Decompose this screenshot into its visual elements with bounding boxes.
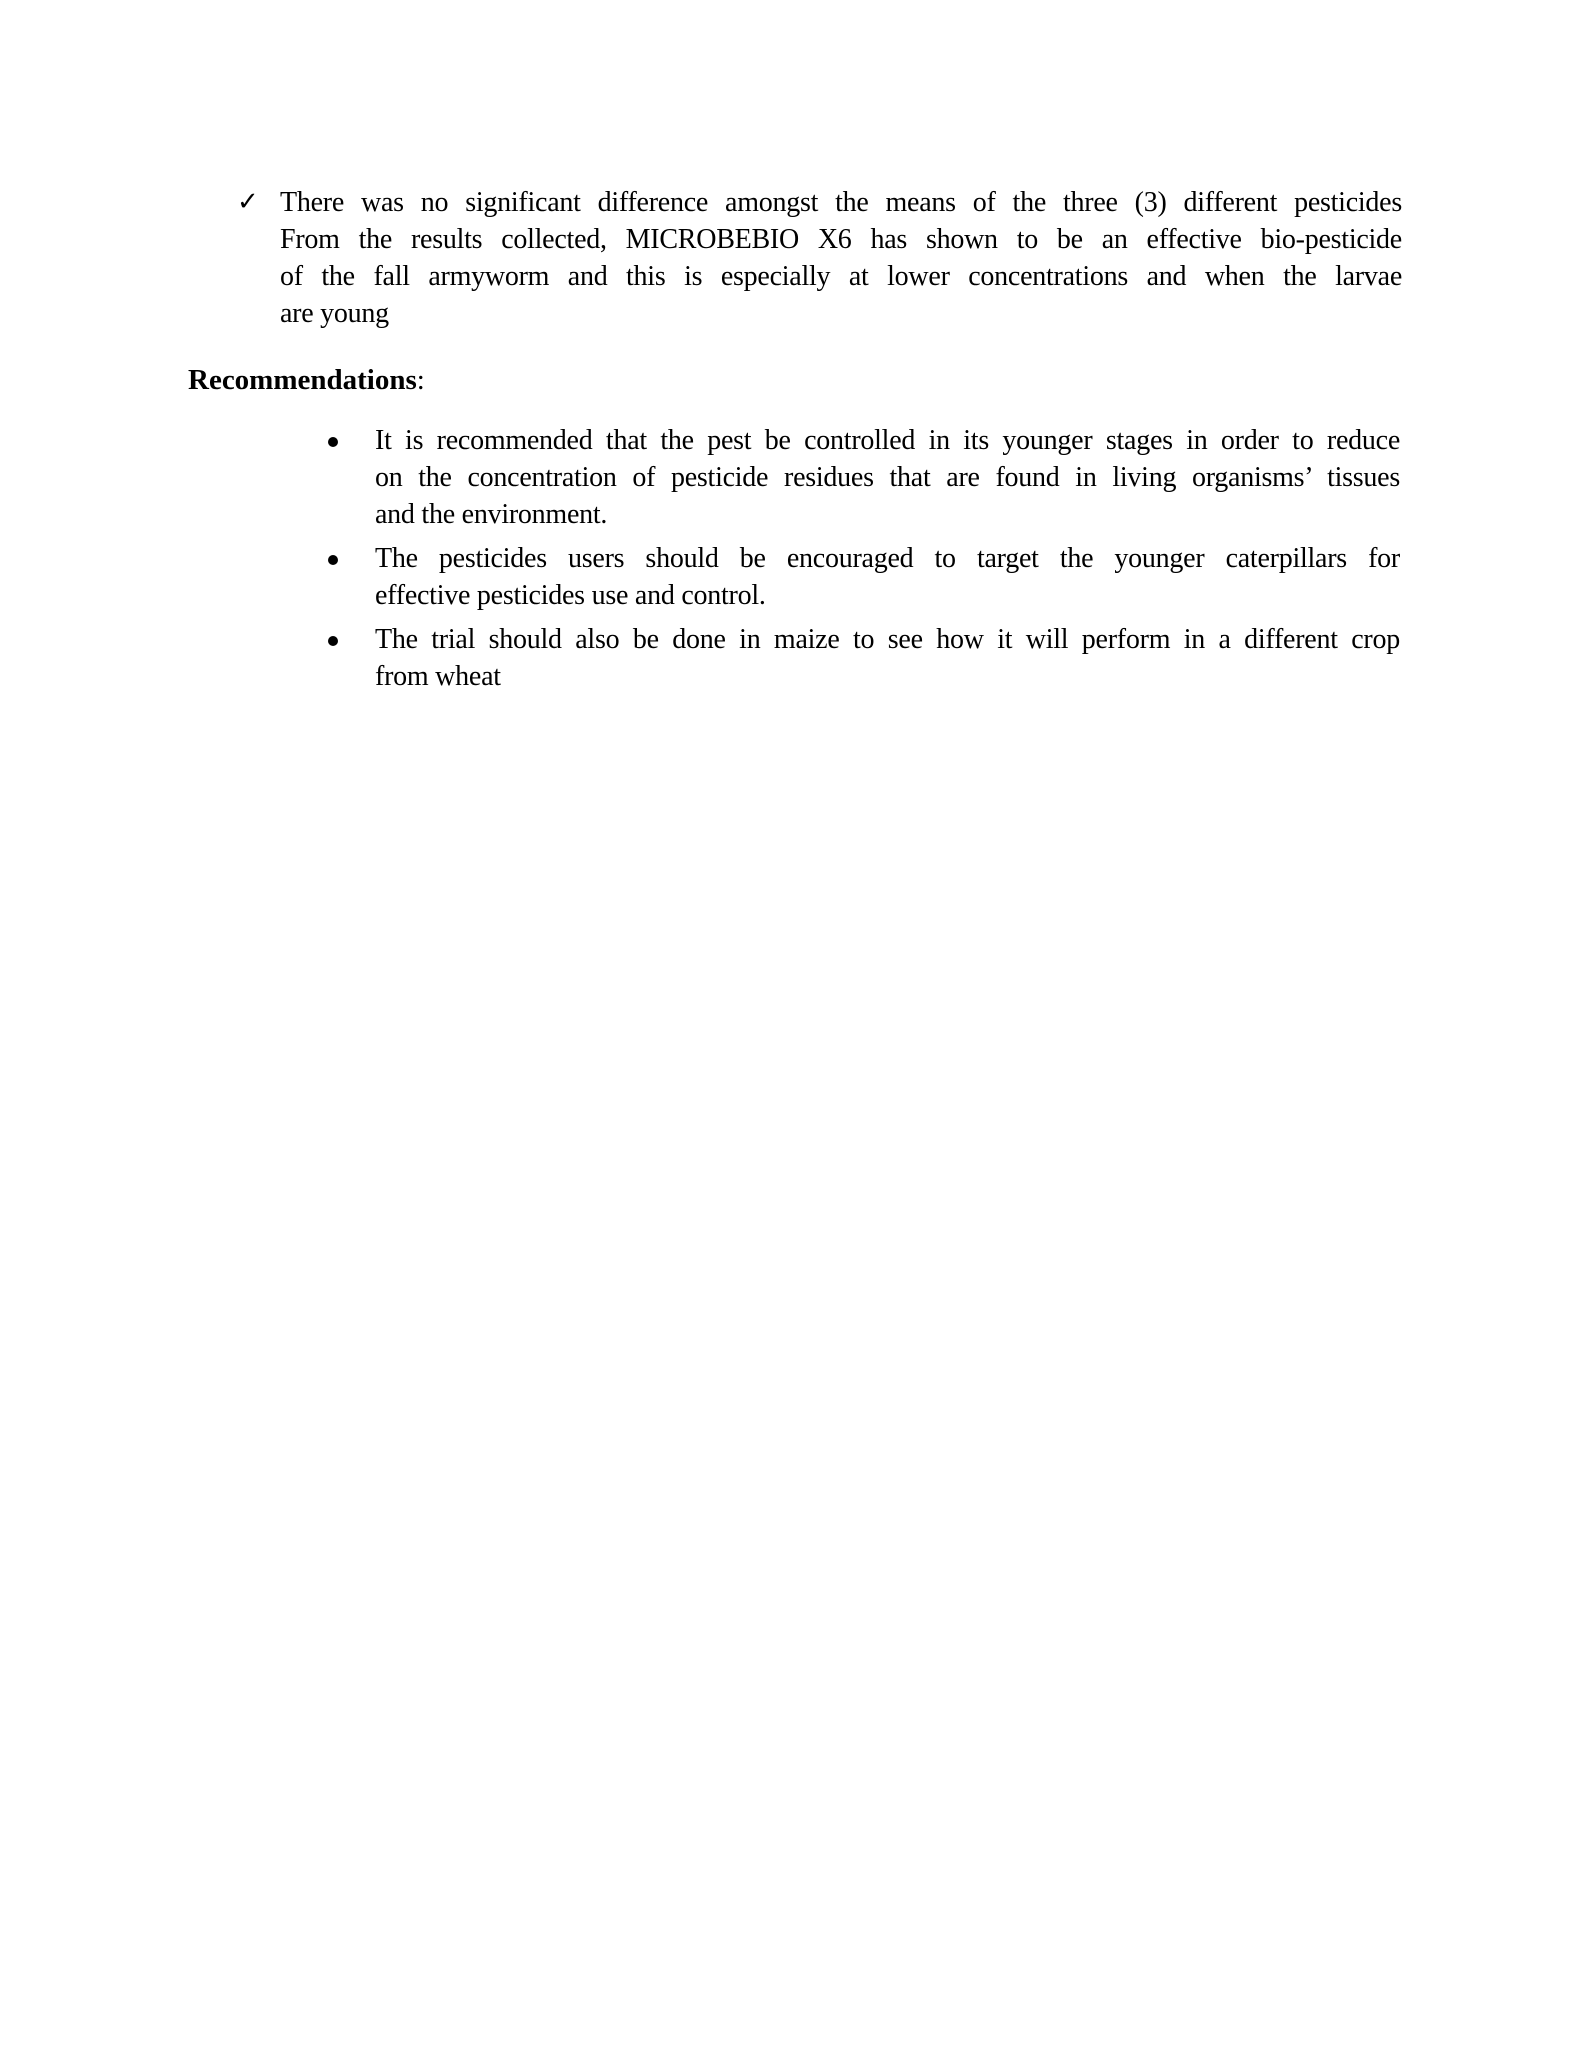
bullet-dot-icon <box>328 636 338 646</box>
text-line: of the fall armyworm and this is especially at lower concentrations and when the larvae <box>280 261 1402 292</box>
text-line: There was no significant difference amongst the means of the three (3) different pesticides <box>280 187 1402 218</box>
conclusion-check-item <box>237 184 1583 332</box>
conclusion-text <box>280 184 1402 332</box>
text-line: effective pesticides use and control. <box>375 580 766 611</box>
text-line: The pesticides users should be encouraged to target the younger caterpillars for <box>375 543 1400 574</box>
recommendation-item <box>327 621 1583 695</box>
recommendations-heading-colon: : <box>416 364 425 396</box>
bullet-icon <box>327 422 375 533</box>
recommendations-list <box>0 422 1583 695</box>
checkmark-icon: ✓ <box>237 187 259 217</box>
recommendation-text <box>375 621 1400 695</box>
bullet-dot-icon <box>328 555 338 565</box>
recommendation-item <box>327 422 1583 533</box>
bullet-icon <box>327 621 375 695</box>
bullet-icon <box>327 540 375 614</box>
recommendation-text <box>375 540 1400 614</box>
text-line: and the environment. <box>375 499 608 530</box>
text-line: From the results collected, MICROBEBIO X6 has shown to be an effective bio-pesticide <box>280 224 1402 255</box>
text-line: The trial should also be done in maize to see how it will perform in a different crop <box>375 624 1400 655</box>
text-line: from wheat <box>375 661 501 692</box>
recommendation-text <box>375 422 1400 533</box>
text-line: on the concentration of pesticide residues that are found in living organisms’ tissues <box>375 462 1400 493</box>
bullet-dot-icon <box>328 437 338 447</box>
text-line: It is recommended that the pest be controlled in its younger stages in order to reduce <box>375 425 1400 456</box>
text-line: are young <box>280 298 389 329</box>
recommendation-item <box>327 540 1583 614</box>
recommendations-heading <box>188 362 1583 399</box>
recommendations-heading-label: Recommendations <box>188 364 417 396</box>
